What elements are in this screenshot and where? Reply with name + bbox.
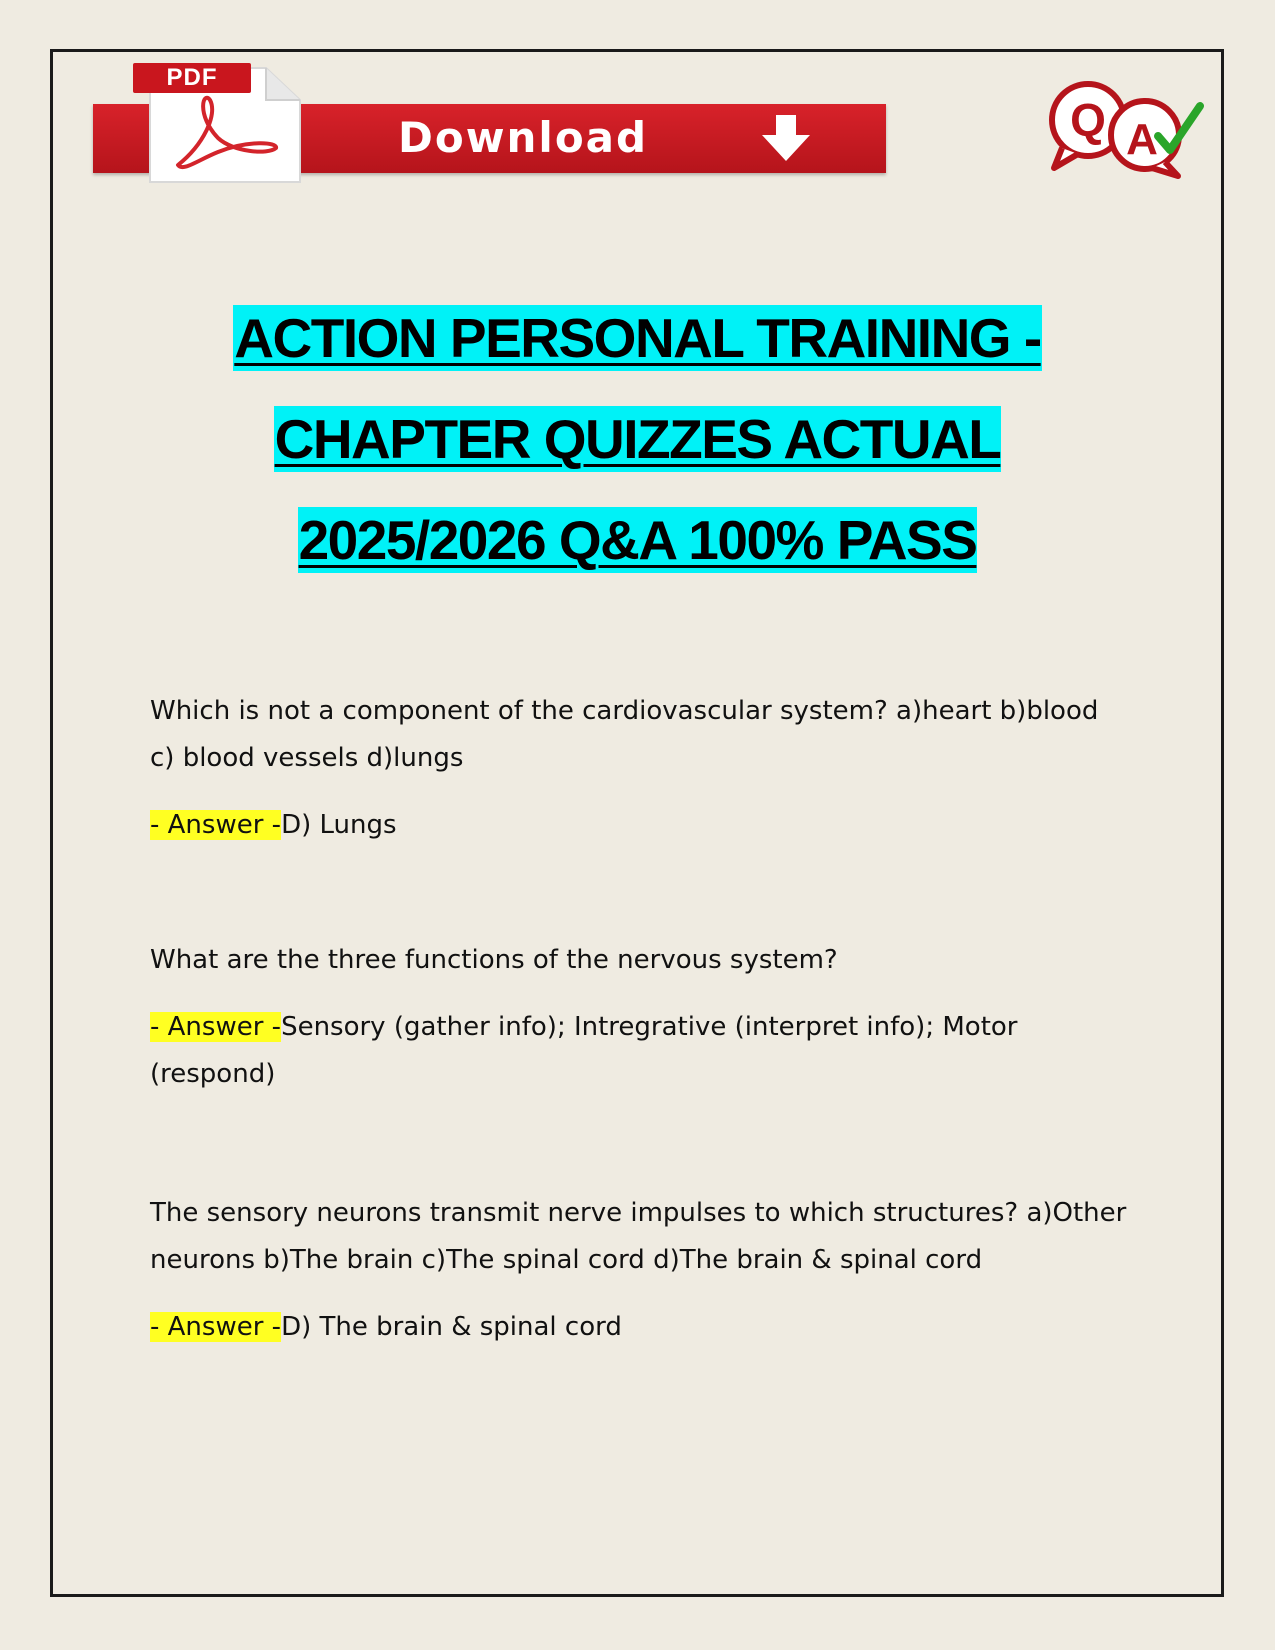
question-text: The sensory neurons transmit nerve impulses to which structures? a)Other neurons b)The brain c)The spinal cord d)The brain & spinal cord [150, 1198, 1127, 1275]
title-line: CHAPTER QUIZZES ACTUAL [274, 408, 1001, 470]
answer-marker: - Answer - [150, 1312, 282, 1342]
pdf-download-banner[interactable] [93, 60, 886, 185]
qa-logo-q: Q [1070, 94, 1106, 146]
question-text: Which is not a component of the cardiovascular system? a)heart b)blood c) blood vessels d)lungs [150, 696, 1099, 773]
answer-marker: - Answer - [150, 810, 282, 840]
answer-text [150, 802, 1130, 849]
pdf-label: PDF [133, 63, 251, 93]
qa-logo-a: A [1126, 115, 1158, 164]
document-title [0, 305, 1275, 608]
answer-value: D) Lungs [281, 810, 397, 840]
answer-value: Sensory (gather info); Intregrative (interpret info); Motor (respond) [150, 1012, 1018, 1089]
qa-logo-icon [1040, 80, 1210, 180]
answer-text [150, 1004, 1130, 1098]
qa-item [150, 1190, 1130, 1351]
download-arrow-icon[interactable] [758, 113, 814, 165]
answer-marker: - Answer - [150, 1012, 282, 1042]
question-text: What are the three functions of the nervous system? [150, 945, 838, 975]
qa-list [150, 688, 1130, 1439]
download-label[interactable]: Download [398, 113, 649, 162]
title-line: ACTION PERSONAL TRAINING - [234, 307, 1041, 369]
answer-value: D) The brain & spinal cord [281, 1312, 622, 1342]
title-line: 2025/2026 Q&A 100% PASS [298, 509, 977, 571]
answer-text [150, 1304, 1130, 1351]
qa-item [150, 688, 1130, 849]
qa-item [150, 937, 1130, 1098]
